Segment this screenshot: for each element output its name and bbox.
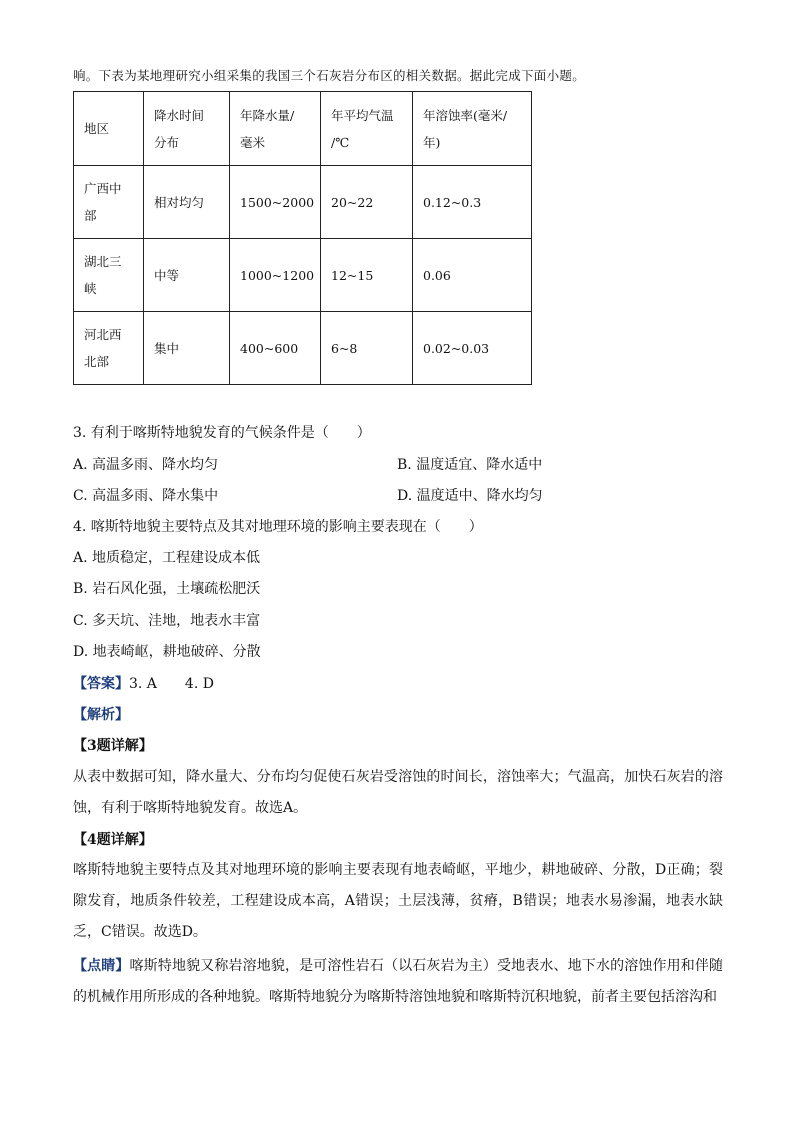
intro-text: 响。下表为某地理研究小组采集的我国三个石灰岩分布区的相关数据。据此完成下面小题。 (73, 68, 586, 83)
distribution-cell: 集中 (144, 312, 230, 385)
distribution-cell: 相对均匀 (144, 166, 230, 239)
header-cell: 年溶蚀率(毫米/ 年) (413, 92, 532, 166)
q4-option-a: A. 地质稳定，工程建设成本低 (73, 550, 261, 566)
data-table (73, 91, 532, 385)
q3-option-c: C. 高温多雨、降水集中 (73, 488, 219, 504)
answer-text: 3. A 4. D (129, 676, 214, 692)
region-cell: 湖北三 峡 (74, 239, 144, 312)
q4-option-b: B. 岩石风化强，土壤疏松肥沃 (73, 581, 261, 597)
rate-cell: 0.06 (413, 239, 532, 312)
temp-cell: 12~15 (321, 239, 413, 312)
temp-cell: 6~8 (321, 312, 413, 385)
detail-4-label: 【4题详解】 (73, 832, 153, 848)
answer-label: 【答案】 (73, 676, 129, 692)
q3-option-b: B. 温度适宜、降水适中 (397, 457, 543, 473)
distribution-cell: 中等 (144, 239, 230, 312)
temp-cell: 20~22 (321, 166, 413, 239)
table-row (74, 166, 532, 239)
region-cell: 广西中 部 (74, 166, 144, 239)
header-cell: 降水时间 分布 (144, 92, 230, 166)
note-label: 【点睛】 (73, 958, 130, 974)
rate-cell: 0.12~0.3 (413, 166, 532, 239)
detail-4-text: 喀斯特地貌主要特点及其对地理环境的影响主要表现有地表崎岖，平地少，耕地破碎、分散，D正确；裂隙发育，地质条件较差，工程建设成本高，A错误；土层浅薄，贫瘠，B错误；地表水易渗漏，地表水缺乏，C错误。故选D。 (73, 862, 723, 940)
table-row (74, 239, 532, 312)
detail-3-label: 【3题详解】 (73, 738, 153, 754)
table-header-row (74, 92, 532, 166)
q3-option-d: D. 温度适中、降水均匀 (397, 488, 543, 504)
note-text: 喀斯特地貌又称岩溶地貌，是可溶性岩石（以石灰岩为主）受地表水、地下水的溶蚀作用和伴随的机械作用所形成的各种地貌。喀斯特地貌分为喀斯特溶蚀地貌和喀斯特沉积地貌，前者主要包括溶沟和 (73, 958, 724, 1005)
detail-3-text: 从表中数据可知，降水量大、分布均匀促使石灰岩受溶蚀的时间长，溶蚀率大；气温高，加快石灰岩的溶蚀，有利于喀斯特地貌发育。故选A。 (73, 769, 723, 816)
q4-option-c: C. 多天坑、洼地，地表水丰富 (73, 613, 261, 629)
rate-cell: 0.02~0.03 (413, 312, 532, 385)
analysis-label: 【解析】 (73, 707, 129, 723)
header-cell: 地区 (74, 92, 144, 166)
precip-cell: 1000~1200 (230, 239, 321, 312)
question-4-stem: 4. 喀斯特地貌主要特点及其对地理环境的影响主要表现在（ ） (73, 519, 483, 535)
q3-option-a: A. 高温多雨、降水均匀 (73, 457, 219, 473)
precip-cell: 1500~2000 (230, 166, 321, 239)
region-cell: 河北西 北部 (74, 312, 144, 385)
question-3-stem: 3. 有利于喀斯特地貌发育的气候条件是（ ） (73, 425, 371, 441)
table-row (74, 312, 532, 385)
header-cell: 年降水量/ 毫米 (230, 92, 321, 166)
answer-line (73, 674, 214, 694)
note-paragraph (73, 951, 723, 1013)
header-cell: 年平均气温 /℃ (321, 92, 413, 166)
precip-cell: 400~600 (230, 312, 321, 385)
q4-option-d: D. 地表崎岖，耕地破碎、分散 (73, 644, 261, 660)
